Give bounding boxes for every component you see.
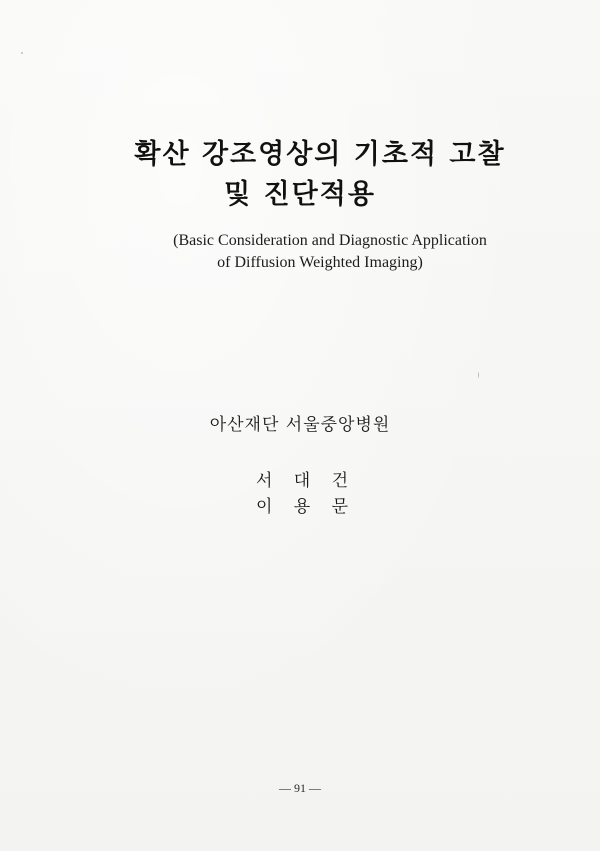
- affiliation: 아산재단 서울중앙병원: [209, 415, 391, 435]
- title-english-line1: (Basic Consideration and Diagnostic Application: [173, 232, 487, 249]
- author-1: 서 대 건: [255, 471, 357, 491]
- title-english-line2: of Diffusion Weighted Imaging): [217, 254, 423, 271]
- scan-speck: [21, 52, 23, 54]
- author-2: 이 용 문: [255, 497, 357, 517]
- scan-speck: [478, 372, 479, 378]
- page-number: — 91 —: [279, 781, 321, 795]
- title-korean-line2: 및 진단적용: [224, 179, 376, 210]
- title-korean-line1: 확산 강조영상의 기초적 고찰: [134, 139, 506, 170]
